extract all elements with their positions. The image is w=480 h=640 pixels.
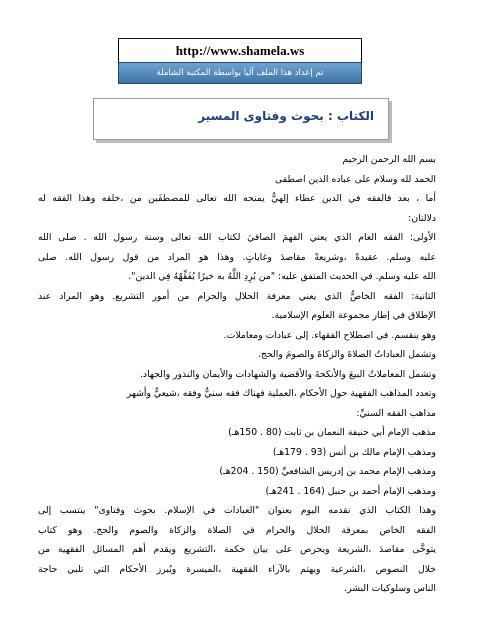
text-line: عليه وسلم. عقيدةً ،وشريعةً مقاصدَ وغاياتٍ. وهذا هو المراد من قول رسول الله. صلى [38,251,436,263]
text-line: وهذا الكتاب الذي نقدمه اليوم بعنوان "العبادات في الإسلام. بحوث وفتاوى" ينتسب إلى [38,505,436,516]
source-banner: تم إعداد هذا الملف آليا بواسطة المكتبة الشاملة [118,62,362,84]
text-line: وتشمل المعاملاتُ البيعَ والأنكحةَ والأقضية والشهادات والأيمان والنذور والجهاد. [139,368,436,380]
text-line: أما ، بعد فالفقه في الدين عطاء إلهيٌّ يمنحه الله تعالى للمصطفَين من ،خلقه وهذا الفقه له [38,193,436,204]
text-line: دلالتان: [408,212,436,224]
text-line: الله عليه وسلم. في الحديث المتفق عليه: "من يُرِدِ اللَّهُ به خيرًا يُفَقِّهْهُ فِي الدين". [128,271,436,282]
text-line: الناس وسلوكيات البشر. [344,583,436,594]
text-line: مذاهب الفقه السنيِّ: [356,407,436,419]
text-line: الإطلاق في إطار مجموعة العلوم الإسلامية. [271,310,436,321]
text-line: بسم الله الرحمن الرحيم [342,154,436,165]
text-line: وتشمل العباداتُ الصلاةَ والزكاةَ والصومَ والحج. [257,349,436,360]
document-body [38,150,436,599]
text-line: وهو ينقسم. في اصطلاح الفقهاء. إلى عبادات ومعاملات. [223,329,436,341]
text-line: وتعدد المذاهب الفقهية حول الأحكام ،العملية فهناك فقه سنيٌّ وفقه ،شيعيٌّ وأشهر [126,388,436,399]
text-line: ومذهب الإمام محمد بن إدريس الشافعيِّ (150 . 204هـ) [219,466,436,477]
website-url[interactable]: http://www.shamela.ws [118,38,362,62]
text-line: الحمد لله وسلام على عباده الذين اصطفى [275,173,436,185]
text-line: يتوخَّى مقاصدَ ،الشريعة ويحرص على بيان حكمة ،التشريع ويقدم أهم المسائل الفقهية من [38,544,436,555]
title-box [93,98,389,140]
book-title: الكتاب : بحوث وفتاوى المسير [198,109,374,123]
text-line: خلال النصوص ،الشرعية ويهتم بالآراء الفقهية ،الميسرة ويُبرز الأحكام التي تلبي حاجة [38,563,436,575]
text-line: الفقه الخاص بمعرفة الحلال والحرام في الصلاة والزكاة والصوم والحج. وهو كتاب [38,524,436,536]
text-line: مذهب الإمام أبي حنيفة النعمان بن ثابت (80 . 150هـ) [228,427,436,438]
text-line: الثانية: الفقه الخاصُّ الذي يعني معرفة الحلال والحرام من أمور التشريع. وهو المراد عند [38,290,436,302]
text-line: ومذهب الإمام أحمد بن حنبل (164 . 241هـ) [265,485,436,497]
text-line: الأولى: الفقه العام الذي يعني الفهمَ الصافيَ لكتاب الله تعالى وسنة رسول الله . صلى الله [38,232,436,243]
text-line: ومذهب الإمام مالك بن أنس (93 . 179هـ) [272,446,436,458]
